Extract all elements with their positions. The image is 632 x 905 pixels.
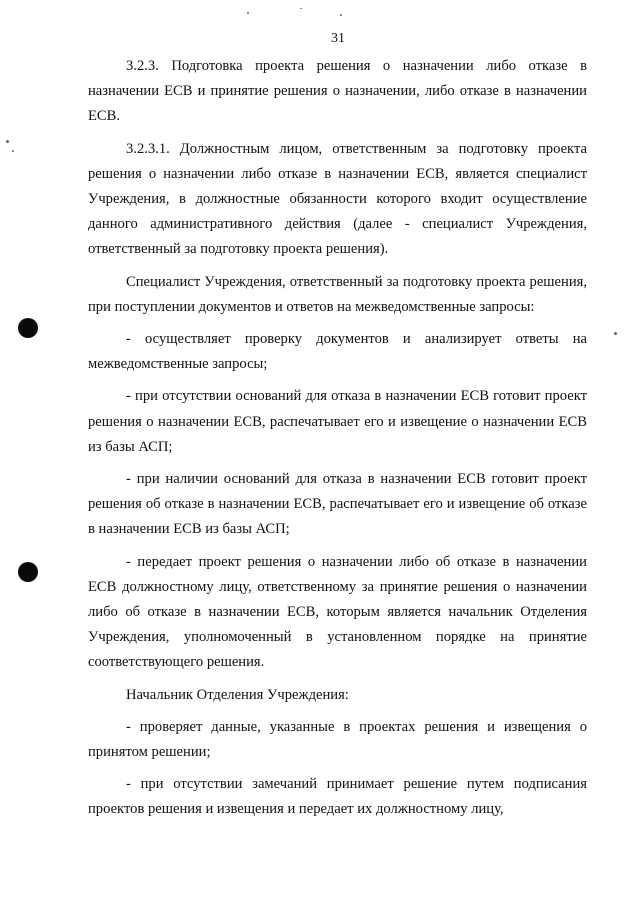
paragraph-head-of-department: Начальник Отделения Учреждения: <box>126 686 349 703</box>
section-heading-3-2-3: 3.2.3. Подготовка проекта решения о назначении либо отказе в назначении ЕСВ и принятие решения о назначении, либо отказе в назначении ЕСВ. <box>88 58 587 125</box>
scan-speck <box>6 140 9 143</box>
punch-hole-top <box>18 318 38 338</box>
punch-hole-bottom <box>18 562 38 582</box>
list-item-check-documents: - осуществляет проверку документов и анализирует ответы на межведомственные запросы; <box>88 331 587 373</box>
document-body <box>88 54 587 823</box>
scan-speck <box>340 14 342 16</box>
list-item-transfer-project: - передает проект решения о назначении либо об отказе в назначении ЕСВ должностному лицу, ответственному за принятие решения о назначении либо об отказе в назначении ЕСВ, которым является начальник Отделения Учреждения, уполномоченный в установленном порядке на принятие соответствующего решения. <box>88 553 587 671</box>
list-item-sign-decision: - при отсутствии замечаний принимает решение путем подписания проектов решения и извещения и передает их должностному лицу, <box>88 776 587 818</box>
paragraph-3-2-3-1: 3.2.3.1. Должностным лицом, ответственным за подготовку проекта решения о назначении либо отказе в назначении ЕСВ, является специалист Учреждения, в должностные обязанности которого входит осуществление данного административного действия (далее - специалист Учреждения, ответственный за подготовку проекта решения). <box>88 140 587 258</box>
scan-speck <box>12 150 14 152</box>
list-item-prepare-refusal: - при наличии оснований для отказа в назначении ЕСВ готовит проект решения об отказе в назначении ЕСВ, распечатывает его и извещение об отказе в назначении ЕСВ из базы АСП; <box>88 471 587 538</box>
list-item-verify-data: - проверяет данные, указанные в проектах решения и извещения о принятом решении; <box>88 718 587 761</box>
scan-speck <box>300 8 302 9</box>
page-number: 31 <box>331 31 345 46</box>
scan-speck <box>614 332 617 335</box>
list-item-prepare-approval: - при отсутствии оснований для отказа в назначении ЕСВ готовит проект решения о назначении ЕСВ, распечатывает его и извещение о назначении ЕСВ из базы АСП; <box>88 388 587 455</box>
paragraph-specialist-duties: Специалист Учреждения, ответственный за подготовку проекта решения, при поступлении документов и ответов на межведомственные запросы: <box>88 273 587 315</box>
scan-speck <box>247 12 249 14</box>
